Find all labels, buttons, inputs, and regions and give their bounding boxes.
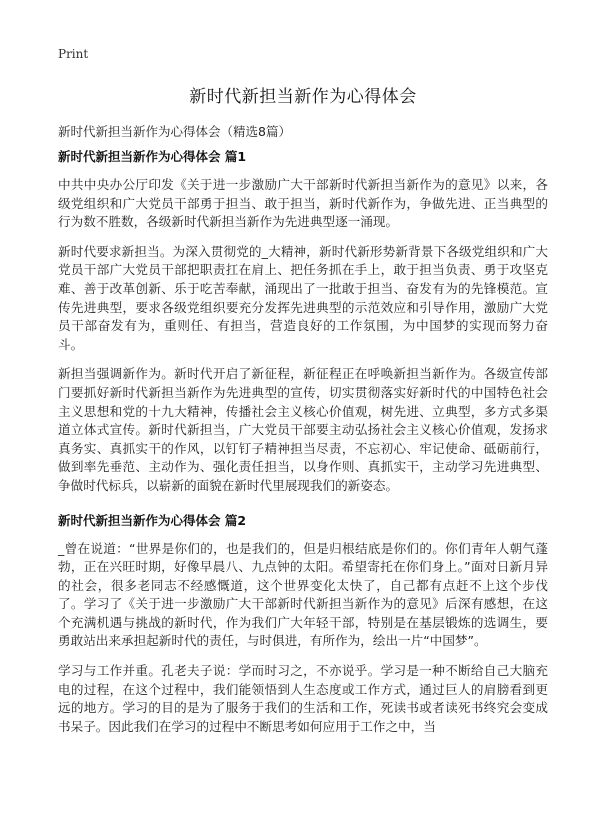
article-body — [58, 148, 548, 747]
section-2 — [58, 512, 548, 737]
section-1 — [58, 148, 548, 496]
paragraph: 新时代要求新担当。为深入贯彻党的_大精神，新时代新形势新背景下各级党组织和广大党员干部广大党员干部把职责扛在肩上、把任务抓在手上，敢于担当负责、勇于攻坚克难、善于改革创新、乐于吃苦奉献，涌现出了一批敢于担当、奋发有为的先锋模范。宣传先进典型，要求各级党组织要充分发挥先进典型的示范效应和引导作用，激励广大党员干部奋发有为，重则任、有担当，营造良好的工作氛围，为中国梦的实现而努力奋斗。 — [58, 243, 548, 352]
paragraph: _曾在说道：“世界是你们的，也是我们的，但是归根结底是你们的。你们青年人朝气蓬勃，正在兴旺时期，好像早晨八、九点钟的太阳。希望寄托在你们身上。”面对日新月异的社会，很多老同志不经感慨道，这个世界变化太快了，自己都有点赶不上这个步伐了。学习了《关于进一步激励广大干部新时代新担当新作为的意见》后深有感想，在这个充满机遇与挑战的新时代，作为我们广大年轻干部，特别是在基层锻炼的选调生，要勇敢站出来承担起新时代的责任，与时俱进，有所作为，绘出一片“中国梦”。 — [58, 540, 548, 649]
document-title: 新时代新担当新作为心得体会 — [189, 87, 417, 107]
section-heading: 新时代新担当新作为心得体会 篇2 — [58, 512, 247, 528]
document-subtitle: 新时代新担当新作为心得体会（精选8篇） — [58, 124, 291, 139]
paragraph: 新担当强调新作为。新时代开启了新征程，新征程正在呼唤新担当新作为。各级宣传部门要抓好新时代新担当新作为先进典型的宣传，切实贯彻落实好新时代的中国特色社会主义思想和党的十九大精神，传播社会主义核心价值观，树先进、立典型，多方式多渠道立体式宣传。新时代新担当，广大党员干部要主动弘扬社会主义核心价值观，发扬求真务实、真抓实干的作风，以钉钉子精神担当尽责，不忘初心、牢记使命、砥砺前行，做到率先垂范、主动作为、强化责任担当，以身作则、真抓实干，主动学习先进典型、争做时代标兵，以崭新的面貌在新时代里展现我们的新姿态。 — [58, 366, 548, 493]
section-heading: 新时代新担当新作为心得体会 篇1 — [58, 149, 247, 164]
paragraph: 中共中央办公厅印发《关于进一步激励广大干部新时代新担当新作为的意见》以来，各级党组织和广大党员干部勇于担当、敢于担当，新时代新作为，争做先进、正当典型的行为数不胜数，各级新时代新担当新作为先进典型逐一涌现。 — [58, 177, 548, 230]
paragraph: 学习与工作并重。孔老夫子说：学而时习之，不亦说乎。学习是一种不断给自己大脑充电的过程，在这个过程中，我们能领悟到人生态度或工作方式，通过巨人的肩膀看到更远的地方。学习的目的是为了服务于我们的生活和工作，死读书或者读死书终究会变成书呆子。因此我们在学习的过程中不断思考如何应用于工作之中，当 — [58, 663, 548, 734]
print-link[interactable]: Print — [58, 47, 89, 61]
